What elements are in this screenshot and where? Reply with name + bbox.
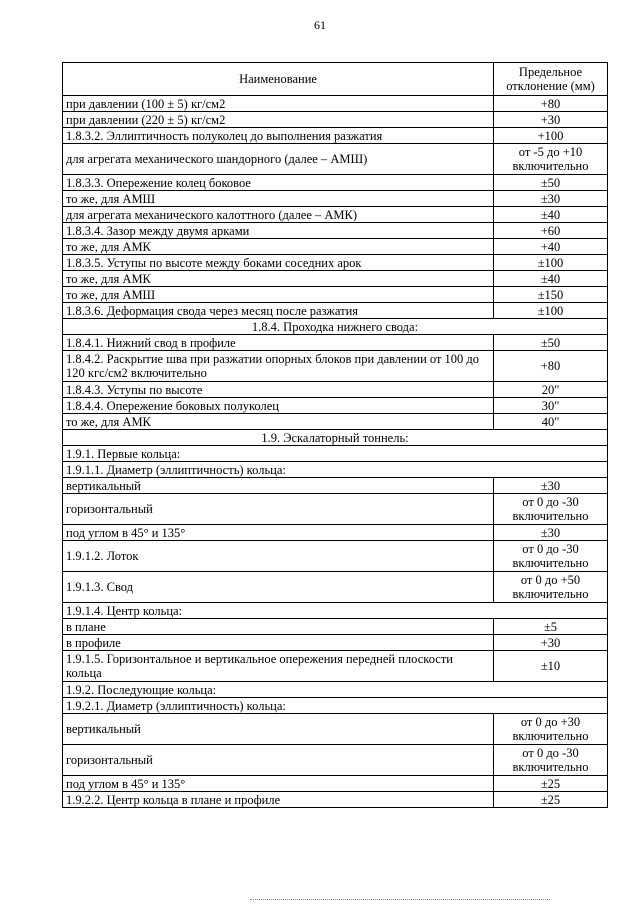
item-name: 1.8.3.2. Эллиптичность полуколец до выполнения разжатия bbox=[63, 128, 494, 144]
item-name: то же, для АМШ bbox=[63, 191, 494, 207]
subsection-heading: 1.9.2.1. Диаметр (эллиптичность) кольца: bbox=[63, 698, 608, 714]
table-row bbox=[63, 303, 608, 319]
table-row bbox=[63, 572, 608, 603]
item-name: горизонтальный bbox=[63, 494, 494, 525]
item-name: 1.9.1.2. Лоток bbox=[63, 541, 494, 572]
table-row bbox=[63, 319, 608, 335]
item-deviation: от 0 до -30 включительно bbox=[494, 494, 608, 525]
item-name: под углом в 45° и 135° bbox=[63, 776, 494, 792]
item-deviation: ±100 bbox=[494, 255, 608, 271]
item-deviation: от 0 до -30 включительно bbox=[494, 745, 608, 776]
table-row bbox=[63, 335, 608, 351]
item-deviation: от -5 до +10 включительно bbox=[494, 144, 608, 175]
table-row bbox=[63, 478, 608, 494]
table-row bbox=[63, 191, 608, 207]
item-deviation: +30 bbox=[494, 635, 608, 651]
item-deviation: ±30 bbox=[494, 478, 608, 494]
section-heading: 1.8.4. Проходка нижнего свода: bbox=[63, 319, 608, 335]
item-deviation: ±100 bbox=[494, 303, 608, 319]
table-row bbox=[63, 398, 608, 414]
item-deviation: +80 bbox=[494, 351, 608, 382]
table-row bbox=[63, 698, 608, 714]
table-row bbox=[63, 271, 608, 287]
item-name: вертикальный bbox=[63, 478, 494, 494]
table-row bbox=[63, 144, 608, 175]
table-row bbox=[63, 255, 608, 271]
table-row bbox=[63, 619, 608, 635]
item-deviation: +60 bbox=[494, 223, 608, 239]
item-deviation: от 0 до -30 включительно bbox=[494, 541, 608, 572]
header-name: Наименование bbox=[63, 63, 494, 96]
table-row bbox=[63, 430, 608, 446]
table-row bbox=[63, 128, 608, 144]
item-name: 1.8.3.5. Уступы по высоте между боками соседних арок bbox=[63, 255, 494, 271]
table-body bbox=[63, 96, 608, 808]
item-deviation: 30" bbox=[494, 398, 608, 414]
item-name: 1.8.3.3. Опережение колец боковое bbox=[63, 175, 494, 191]
item-name: 1.9.1.3. Свод bbox=[63, 572, 494, 603]
table-row bbox=[63, 745, 608, 776]
table-row bbox=[63, 651, 608, 682]
table-row bbox=[63, 351, 608, 382]
item-name: для агрегата механического калоттного (далее – АМК) bbox=[63, 207, 494, 223]
table-row bbox=[63, 223, 608, 239]
table-row bbox=[63, 603, 608, 619]
item-name: то же, для АМК bbox=[63, 239, 494, 255]
tolerance-table bbox=[62, 62, 608, 808]
item-name: то же, для АМШ bbox=[63, 287, 494, 303]
item-name: горизонтальный bbox=[63, 745, 494, 776]
item-deviation: ±25 bbox=[494, 792, 608, 808]
table-row bbox=[63, 96, 608, 112]
item-deviation: от 0 до +50 включительно bbox=[494, 572, 608, 603]
item-name: вертикальный bbox=[63, 714, 494, 745]
item-name: 1.8.4.4. Опережение боковых полуколец bbox=[63, 398, 494, 414]
scan-artifact-line bbox=[250, 899, 550, 900]
item-deviation: +30 bbox=[494, 112, 608, 128]
item-name: для агрегата механического шандорного (далее – АМШ) bbox=[63, 144, 494, 175]
page-number: 61 bbox=[314, 18, 326, 32]
section-heading: 1.9. Эскалаторный тоннель: bbox=[63, 430, 608, 446]
table-row bbox=[63, 207, 608, 223]
item-deviation: ±25 bbox=[494, 776, 608, 792]
table-row bbox=[63, 792, 608, 808]
item-name: 1.8.3.4. Зазор между двумя арками bbox=[63, 223, 494, 239]
subsection-heading: 1.9.1.1. Диаметр (эллиптичность) кольца: bbox=[63, 462, 608, 478]
item-deviation: ±10 bbox=[494, 651, 608, 682]
item-name: под углом в 45° и 135° bbox=[63, 525, 494, 541]
item-deviation: ±5 bbox=[494, 619, 608, 635]
item-name: в профиле bbox=[63, 635, 494, 651]
table-row bbox=[63, 175, 608, 191]
item-deviation: +40 bbox=[494, 239, 608, 255]
table-row bbox=[63, 414, 608, 430]
item-deviation: ±30 bbox=[494, 525, 608, 541]
table-row bbox=[63, 776, 608, 792]
item-name: 1.9.1.5. Горизонтальное и вертикальное опережения передней плоскости кольца bbox=[63, 651, 494, 682]
item-deviation: ±30 bbox=[494, 191, 608, 207]
table-row bbox=[63, 714, 608, 745]
table-row bbox=[63, 462, 608, 478]
item-name: 1.8.3.6. Деформация свода через месяц после разжатия bbox=[63, 303, 494, 319]
item-name: 1.8.4.1. Нижний свод в профиле bbox=[63, 335, 494, 351]
subsection-heading: 1.9.2. Последующие кольца: bbox=[63, 682, 608, 698]
item-name: при давлении (220 ± 5) кг/см2 bbox=[63, 112, 494, 128]
table-header-row bbox=[63, 63, 608, 96]
item-deviation: ±150 bbox=[494, 287, 608, 303]
item-name: 1.8.4.3. Уступы по высоте bbox=[63, 382, 494, 398]
item-deviation: +100 bbox=[494, 128, 608, 144]
table-row bbox=[63, 287, 608, 303]
item-name: то же, для АМК bbox=[63, 271, 494, 287]
item-deviation: ±50 bbox=[494, 175, 608, 191]
header-deviation: Предельное отклонение (мм) bbox=[494, 63, 608, 96]
item-name: то же, для АМК bbox=[63, 414, 494, 430]
item-deviation: ±40 bbox=[494, 207, 608, 223]
item-name: 1.8.4.2. Раскрытие шва при разжатии опорных блоков при давлении от 100 до 120 кгс/см2 включительно bbox=[63, 351, 494, 382]
table-row bbox=[63, 541, 608, 572]
item-deviation: 40" bbox=[494, 414, 608, 430]
table-row bbox=[63, 239, 608, 255]
item-name: при давлении (100 ± 5) кг/см2 bbox=[63, 96, 494, 112]
item-name: 1.9.2.2. Центр кольца в плане и профиле bbox=[63, 792, 494, 808]
item-deviation: от 0 до +30 включительно bbox=[494, 714, 608, 745]
table-row bbox=[63, 635, 608, 651]
subsection-heading: 1.9.1.4. Центр кольца: bbox=[63, 603, 608, 619]
subsection-heading: 1.9.1. Первые кольца: bbox=[63, 446, 608, 462]
table-row bbox=[63, 525, 608, 541]
item-deviation: 20" bbox=[494, 382, 608, 398]
table-row bbox=[63, 494, 608, 525]
table-row bbox=[63, 446, 608, 462]
item-deviation: +80 bbox=[494, 96, 608, 112]
table-row bbox=[63, 382, 608, 398]
item-deviation: ±50 bbox=[494, 335, 608, 351]
item-name: в плане bbox=[63, 619, 494, 635]
table-row bbox=[63, 112, 608, 128]
table-row bbox=[63, 682, 608, 698]
item-deviation: ±40 bbox=[494, 271, 608, 287]
